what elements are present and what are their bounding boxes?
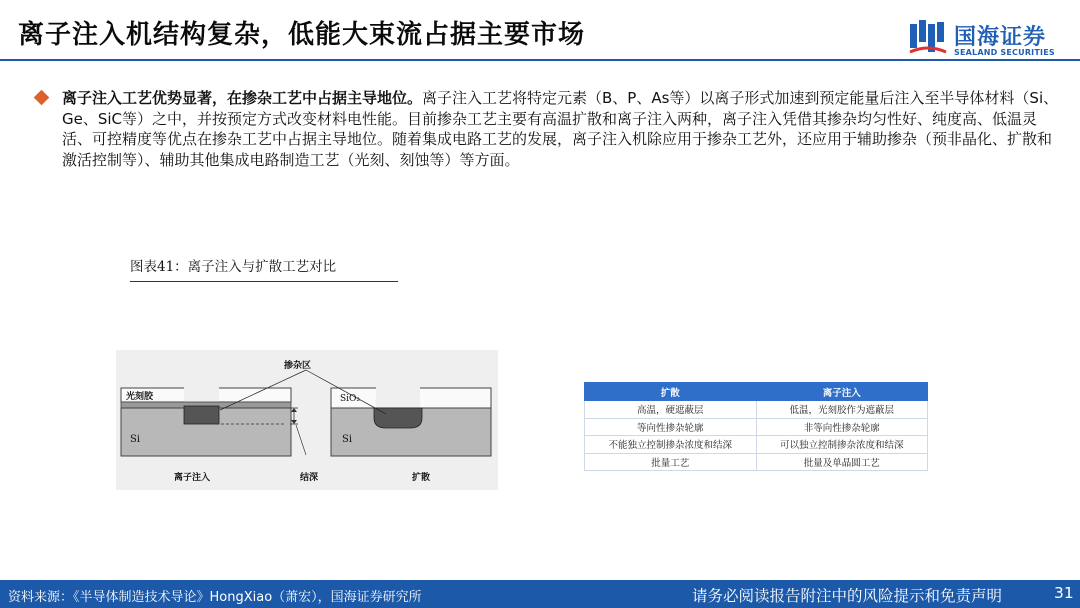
doping-region-label: 掺杂区 (284, 361, 312, 371)
table-row (585, 453, 928, 471)
logo-text-en: SEALAND SECURITIES (954, 48, 1055, 57)
comparison-table (584, 382, 928, 471)
si-label-right: Si (342, 434, 353, 445)
slide-header (0, 0, 1080, 60)
company-logo (908, 18, 1068, 62)
page-number: 31 (1054, 584, 1074, 602)
table-header-ion-implant: 离子注入 (756, 383, 928, 401)
implant-vs-diffusion-diagram (116, 350, 498, 490)
logo-text-cn: 国海证券 (954, 25, 1047, 50)
header-divider (0, 59, 1080, 61)
table-cell: 不能独立控制掺杂浓度和结深 (585, 436, 757, 454)
table-row (585, 401, 928, 419)
table-row (585, 418, 928, 436)
figure-caption-rule (130, 281, 398, 282)
table-cell: 等向性掺杂轮廓 (585, 418, 757, 436)
table-cell: 高温，硬遮蔽层 (585, 401, 757, 419)
diffusion-label: 扩散 (412, 473, 431, 483)
bullet-body: 离子注入工艺将特定元素（B、P、As等）以离子形式加速到预定能量后注入至半导体材料（Si、Ge、SiC等）之中，并按预定方式改变材料电性能。目前掺杂工艺主要有高温扩散和离子注入两种，离子注入凭借其掺杂均匀性好、纯度高、低温灵活、可控精度等优点在掺杂工艺中占据主导地位。随着集成电路工艺的发展，离子注入机除应用于掺杂工艺外，还应用于辅助掺杂（预非晶化、扩散和激活控制等）、辅助其他集成电路制造工艺（光刻、刻蚀等）等方面。 (62, 89, 1059, 169)
table-cell: 批量及单晶圆工艺 (756, 453, 928, 471)
sio2-label: SiO₂ (340, 394, 361, 404)
table-header-diffusion: 扩散 (585, 383, 757, 401)
table-cell: 可以独立控制掺杂浓度和结深 (756, 436, 928, 454)
table-cell: 非等向性掺杂轮廓 (756, 418, 928, 436)
figure-caption: 图表41：离子注入与扩散工艺对比 (130, 259, 337, 275)
slide-footer (0, 580, 1080, 608)
table-header-row (585, 383, 928, 401)
photoresist-label: 光刻胶 (126, 392, 154, 402)
disclaimer-note: 请务必阅读报告附注中的风险提示和免责声明 (692, 587, 1003, 605)
si-label-left: Si (130, 434, 141, 445)
ion-implant-label: 离子注入 (174, 473, 211, 483)
table-cell: 批量工艺 (585, 453, 757, 471)
slide-title: 离子注入机结构复杂，低能大束流占据主要市场 (18, 20, 586, 50)
sealand-logo-icon (908, 18, 948, 58)
table-cell: 低温，光刻胶作为遮蔽层 (756, 401, 928, 419)
bullet-text (62, 88, 1062, 170)
junction-depth-label: 结深 (300, 473, 319, 483)
source-note: 资料来源：《半导体制造技术导论》HongXiao（萧宏），国海证券研究所 (8, 590, 422, 605)
bullet-lead: 离子注入工艺优势显著，在掺杂工艺中占据主导地位。 (62, 89, 423, 107)
diamond-bullet-icon (34, 90, 50, 106)
table-row (585, 436, 928, 454)
